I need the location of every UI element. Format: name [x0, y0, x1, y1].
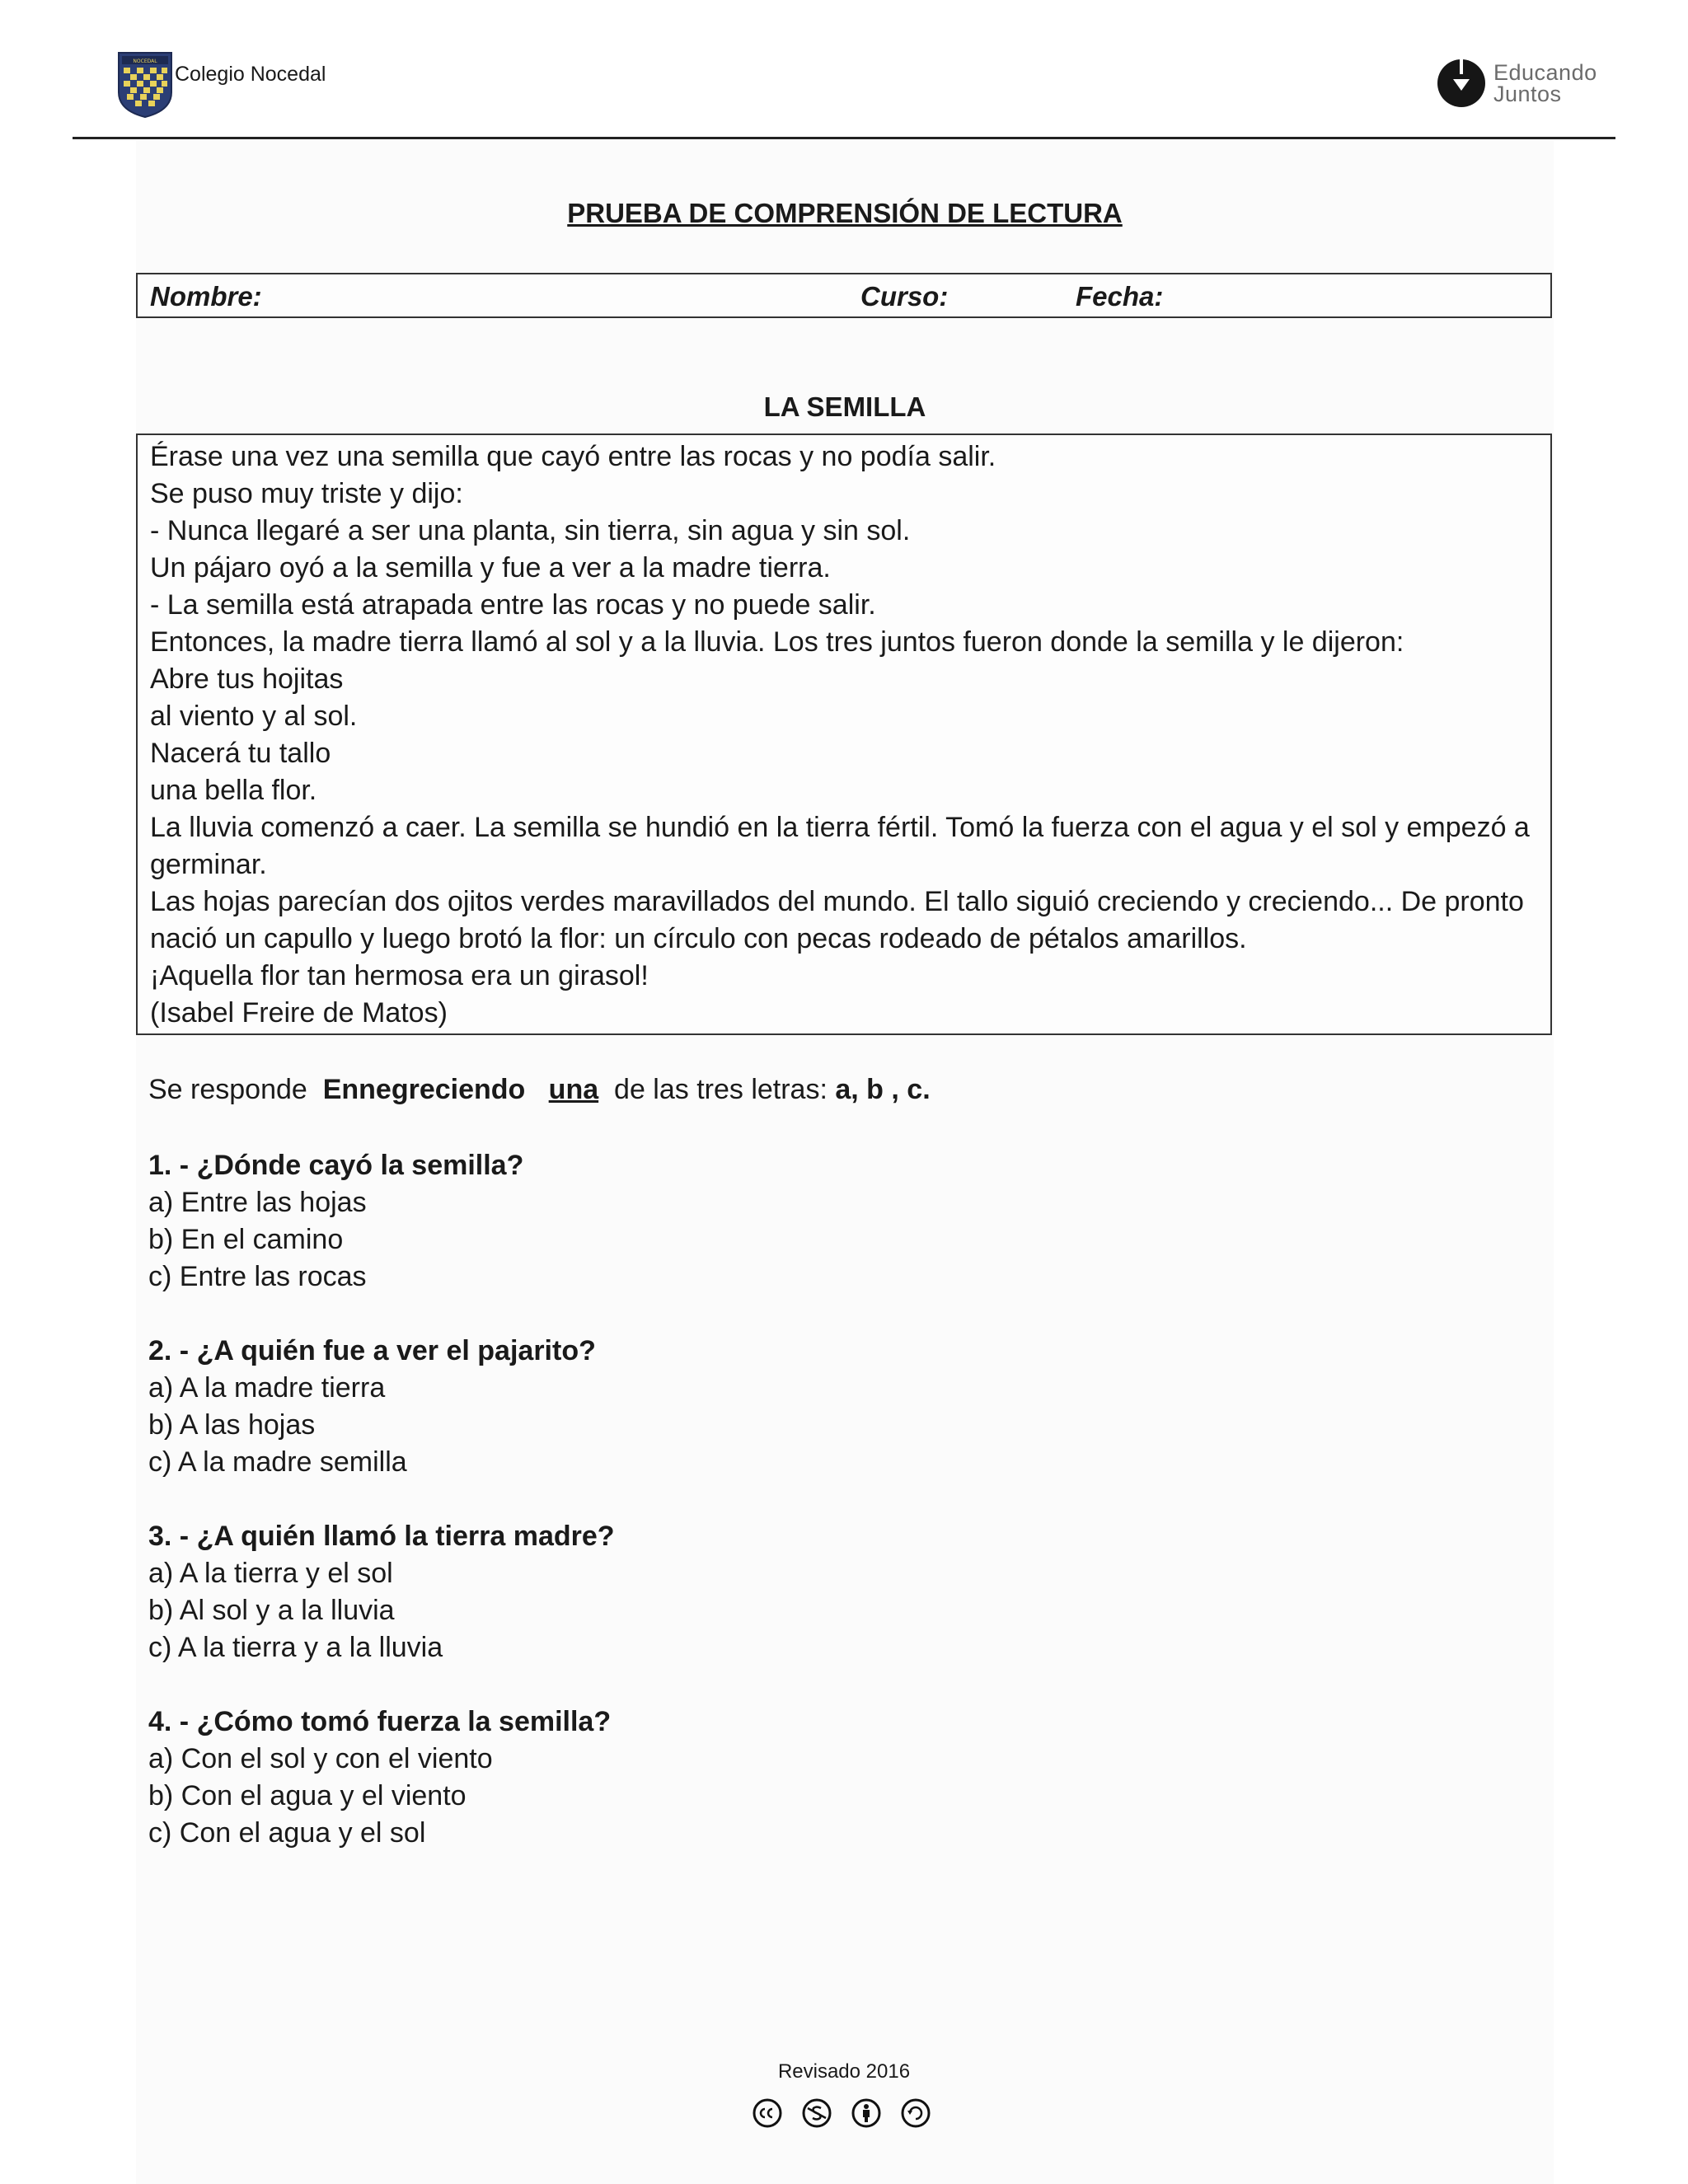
page-title: PRUEBA DE COMPRENSIÓN DE LECTURA — [567, 198, 1123, 228]
school-crest-icon — [115, 49, 175, 119]
instructions — [148, 1074, 931, 1106]
attribution-icon — [851, 2097, 882, 2129]
question-block — [148, 1333, 596, 1481]
svg-text:NOCEDAL: NOCEDAL — [133, 59, 157, 64]
story-line: ¡Aquella flor tan hermosa era un girasol! — [150, 960, 649, 991]
educando-juntos-logo-icon — [1436, 58, 1487, 109]
story-line: - Nunca llegaré a ser una planta, sin tierra, sin agua y sin sol. — [150, 515, 911, 546]
answer-option[interactable]: b) A las hojas — [148, 1409, 316, 1441]
story-line: La lluvia comenzó a caer. La semilla se hundió en la tierra fértil. Tomó la fuerza con el agua y el sol y empezó a — [150, 812, 1530, 843]
answer-option[interactable]: a) Entre las hojas — [148, 1187, 367, 1218]
instructions-middle: de las tres letras: — [614, 1074, 828, 1105]
story-line: Entonces, la madre tierra llamó al sol y a la lluvia. Los tres juntos fueron donde la semilla y le dijeron: — [150, 626, 1404, 658]
noncommercial-icon — [801, 2097, 832, 2129]
student-info-box — [136, 273, 1552, 318]
story-line: (Isabel Freire de Matos) — [150, 997, 448, 1029]
nombre-label: Nombre: — [150, 281, 262, 312]
instructions-underline: una — [548, 1074, 599, 1105]
share-alike-icon — [900, 2097, 931, 2129]
story-line: - La semilla está atrapada entre las rocas y no puede salir. — [150, 589, 876, 621]
curso-label: Curso: — [860, 281, 949, 312]
story-line: Se puso muy triste y dijo: — [150, 478, 463, 509]
story-line: germinar. — [150, 849, 267, 880]
instructions-prefix: Se responde — [148, 1074, 307, 1105]
instructions-letters: a, b , c. — [835, 1074, 931, 1105]
question-title: 1. - ¿Dónde cayó la semilla? — [148, 1150, 524, 1181]
brand-line-1: Educando — [1493, 60, 1597, 85]
story-lines — [150, 438, 1530, 1032]
answer-option[interactable]: c) A la tierra y a la lluvia — [148, 1632, 443, 1663]
story-line: Las hojas parecían dos ojitos verdes maravillados del mundo. El tallo siguió creciendo y creciendo... De pronto — [150, 886, 1524, 917]
answer-option[interactable]: a) A la madre tierra — [148, 1372, 386, 1404]
story-line: Nacerá tu tallo — [150, 738, 331, 769]
question-title: 2. - ¿A quién fue a ver el pajarito? — [148, 1335, 596, 1366]
brand-logo-block — [1436, 58, 1597, 109]
story-line: nació un capullo y luego brotó la flor: un círculo con pecas rodeado de pétalos amarillos. — [150, 923, 1247, 954]
story-line: Un pájaro oyó a la semilla y fue a ver a la madre tierra. — [150, 552, 831, 583]
answer-option[interactable]: b) Al sol y a la lluvia — [148, 1595, 395, 1626]
answer-option[interactable]: c) Entre las rocas — [148, 1261, 367, 1292]
story-line: Abre tus hojitas — [150, 663, 344, 695]
revised-note: Revisado 2016 — [777, 2060, 911, 2083]
story-line: Érase una vez una semilla que cayó entre las rocas y no podía salir. — [150, 441, 996, 472]
question-block — [148, 1147, 523, 1296]
question-title: 3. - ¿A quién llamó la tierra madre? — [148, 1521, 615, 1552]
fecha-label: Fecha: — [1076, 281, 1164, 312]
license-icons — [752, 2097, 931, 2129]
story-line: al viento y al sol. — [150, 701, 358, 732]
brand-line-2: Juntos — [1493, 82, 1562, 106]
brand-text — [1493, 62, 1597, 105]
answer-option[interactable]: c) Con el agua y el sol — [148, 1817, 426, 1849]
story-title: LA SEMILLA — [763, 391, 926, 422]
story-line: una bella flor. — [150, 775, 317, 806]
school-logo-block — [115, 49, 326, 119]
answer-option[interactable]: a) Con el sol y con el viento — [148, 1743, 493, 1774]
answer-option[interactable]: a) A la tierra y el sol — [148, 1558, 393, 1589]
story-text-box — [136, 434, 1552, 1035]
answer-option[interactable]: b) Con el agua y el viento — [148, 1780, 467, 1811]
school-name: Colegio Nocedal — [175, 62, 326, 86]
question-title: 4. - ¿Cómo tomó fuerza la semilla? — [148, 1706, 612, 1737]
header-divider — [73, 137, 1615, 139]
answer-option[interactable]: c) A la madre semilla — [148, 1446, 407, 1478]
page-header — [0, 0, 1688, 140]
cc-icon — [752, 2097, 783, 2129]
answer-option[interactable]: b) En el camino — [148, 1224, 344, 1255]
instructions-bold: Ennegreciendo — [322, 1074, 526, 1105]
question-block — [148, 1704, 611, 1852]
question-block — [148, 1518, 615, 1666]
